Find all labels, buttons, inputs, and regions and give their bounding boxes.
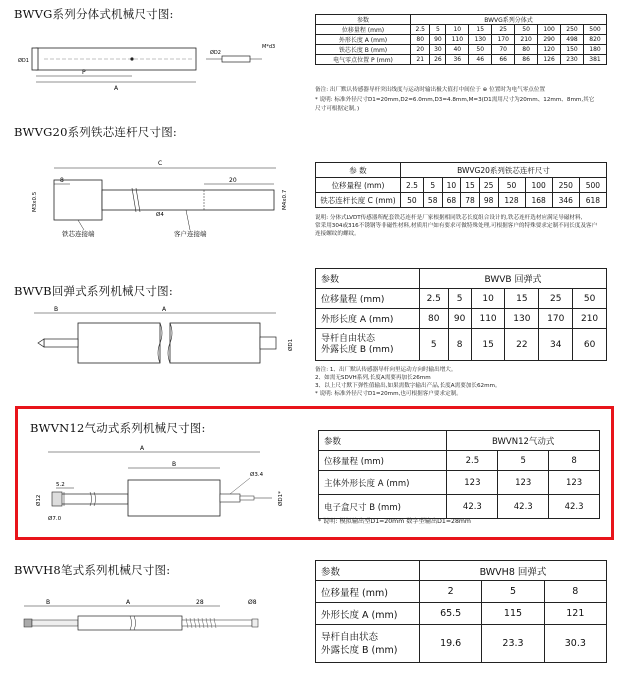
bwvh8-body xyxy=(78,616,182,630)
bwvg-dim-d1: ØD1 xyxy=(18,58,29,64)
table-row: 位移量程 (mm) 2.5 5 10 15 25 50 100 250 500 xyxy=(316,178,607,193)
bwvh8-probe xyxy=(32,620,78,626)
bwvg20-dim-20: 20 xyxy=(229,177,237,184)
table-row: 外形长度 A (mm) 80 90 110 130 170 210 xyxy=(316,309,607,329)
bwvg20-title: BWVG20系列铁芯连杆尺寸图: xyxy=(14,125,177,139)
bwvh8-dim-b: B xyxy=(46,599,51,606)
bwvg-dim-p: P xyxy=(82,69,86,76)
bwvh8-tip xyxy=(24,619,32,627)
bwvb-note-1: 备注: 1、出厂默认传感器导杆向里运动方向时输出增大。 xyxy=(315,367,457,373)
bwvh8-header-label: 参数 xyxy=(316,561,420,581)
bwvn12-note: * 说明: 模拟输出型D1=20mm 数字型输出D1=28mm xyxy=(318,518,471,525)
bwvn12-electronics-box xyxy=(128,480,220,516)
bwvh8-cable xyxy=(182,620,252,626)
bwvh8-header-series: BWVH8 回弹式 xyxy=(420,561,607,581)
bwvn12-dim-52: 5.2 xyxy=(56,482,65,488)
bwvg-dim-d2: ØD2 xyxy=(210,50,221,56)
table-row: 导杆自由状态 外露长度 B (mm) 19.6 23.3 30.3 xyxy=(316,625,607,663)
table-row: 电子盒尺寸 B (mm) 42.3 42.3 42.3 xyxy=(319,495,600,519)
bwvg20-dim-c: C xyxy=(158,160,163,167)
bwvb-drawing xyxy=(14,305,304,380)
bwvn12-dim-a: A xyxy=(140,445,145,452)
bwvb-header-label: 参数 xyxy=(316,269,420,289)
bwvb-table xyxy=(315,268,607,361)
table-row: 铁芯长度 B (mm) 20 30 40 50 70 80 120 150 180 xyxy=(316,45,607,55)
bwvg-note-2: * 说明: 标准外径尺寸D1=20mm,D2=6.0mm,D3=4.8mm,M=3(D1需用尺寸为20mm、12mm、8mm,其它 xyxy=(315,97,595,103)
table-row: 位移量程 (mm) 2.5 5 10 15 25 50 xyxy=(316,289,607,309)
bwvb-header-series: BWVB 回弹式 xyxy=(420,269,607,289)
bwvg20-dim-d4: Ø4 xyxy=(156,212,164,218)
bwvg20-rod xyxy=(102,190,274,210)
bwvn12-header-label: 参数 xyxy=(319,431,447,451)
bwvg-note-3: 尺寸可根据定制。) xyxy=(315,106,360,112)
bwvg-title: BWVG系列分体式机械尺寸图: xyxy=(14,7,174,21)
bwvh8-drawing xyxy=(14,592,294,672)
bwvg20-header-series: BWVG20系列铁芯连杆尺寸 xyxy=(401,163,607,178)
bwvn12-drawing xyxy=(30,444,310,534)
bwvb-body-left xyxy=(78,323,160,363)
bwvg20-table xyxy=(315,162,607,208)
bwvh8-dim-a: A xyxy=(126,599,131,606)
bwvg20-dim-m4: M4x0.7 xyxy=(282,189,288,210)
bwvg-cap xyxy=(32,48,38,70)
bwvn12-dim-b: B xyxy=(172,461,177,468)
bwvn12-dim-12: Ø12 xyxy=(36,494,42,506)
bwvb-dim-b: B xyxy=(54,306,59,313)
table-row: 电气零点位置 P (mm) 21 26 36 46 66 86 126 230 381 xyxy=(316,55,607,65)
table-row: 外形长度 A (mm) 80 90 110 130 170 210 290 498 820 xyxy=(316,35,607,45)
bwvg20-note-2: 常采用304或316不锈钢等非磁性材料,材质用户如有要求可做特殊处理,可根据客户的特殊要求定制不同长度及客户 xyxy=(315,223,598,229)
bwvg20-dim-8: 8 xyxy=(60,177,64,184)
table-row: 外形长度 A (mm) 65.5 115 121 xyxy=(316,603,607,625)
bwvb-note-4: * 说明: 标准外径尺寸D1=20mm,也可根据客户要求定制。 xyxy=(315,391,462,397)
table-row: 位移量程 (mm) 2.5 5 8 xyxy=(319,451,600,471)
bwvn12-header-series: BWVN12气动式 xyxy=(447,431,600,451)
bwvg20-note-1: 说明: 分体式LVDT传感器所配套铁芯连杆是厂家根据相同铁芯长度组合设计的,铁芯连杆选材应满足导磁材料, xyxy=(315,215,583,221)
bwvh8-dim-28: 28 xyxy=(196,599,204,606)
bwvb-probe xyxy=(44,339,78,347)
bwvg20-core xyxy=(54,180,102,220)
bwvb-cable-gland xyxy=(260,337,276,349)
bwvb-body-right xyxy=(170,323,260,363)
bwvb-note-3: 3、以上尺寸默下弹性值输出,如果需数字输出产品,长度A需要加长62mm。 xyxy=(315,383,501,389)
bwvg-dim-a: A xyxy=(114,85,119,92)
bwvg20-drawing xyxy=(14,150,299,240)
bwvg20-label-core: 铁芯连接端 xyxy=(62,230,95,238)
bwvg-header-label: 参数 xyxy=(316,15,411,25)
bwvb-title: BWVB回弹式系列机械尺寸图: xyxy=(14,284,173,298)
bwvg20-header-label: 参 数 xyxy=(316,163,401,178)
bwvn12-dim-7: Ø7.0 xyxy=(48,516,62,522)
bwvg20-note-3: 连接螺纹的螺纹。 xyxy=(315,231,360,237)
bwvg-note-1: 备注: 出厂默认传感器导杆突出线度与运动时输出极大值打中间位于 ⊕ 位置时为电气零点位置 xyxy=(315,87,546,93)
bwvg-drawing xyxy=(14,28,294,98)
bwvn12-title: BWVN12气动式系列机械尺寸图: xyxy=(30,421,206,435)
bwvg-core-rod xyxy=(222,56,250,62)
bwvn12-table xyxy=(318,430,600,519)
bwvb-dim-d1: ØD1 xyxy=(288,338,294,351)
bwvh8-title: BWVH8笔式系列机械尺寸图: xyxy=(14,563,171,577)
bwvn12-air-fitting xyxy=(220,494,240,502)
bwvn12-nozzle xyxy=(52,492,62,506)
bwvn12-tube xyxy=(58,494,128,504)
bwvg20-label-client: 客户连接端 xyxy=(174,230,207,238)
bwvg-table xyxy=(315,14,607,65)
bwvg20-dim-m3: M3x0.5 xyxy=(32,191,38,212)
bwvb-dim-a: A xyxy=(162,306,167,313)
table-row: 铁芯连杆长度 C (mm) 50 58 68 78 98 128 168 346 618 xyxy=(316,193,607,208)
bwvn12-dim-34: Ø3.4 xyxy=(250,472,264,478)
bwvh8-dim-d8: Ø8 xyxy=(248,599,257,606)
bwvn12-dim-d1: ØD1* xyxy=(278,491,284,506)
table-row: 位移量程 (mm) 2 5 8 xyxy=(316,581,607,603)
bwvg-dim-m: M*d3 xyxy=(262,44,276,50)
bwvg-header-series: BWVG系列分体式 xyxy=(411,15,607,25)
bwvh8-table xyxy=(315,560,607,663)
table-row: 位移量程 (mm) 2.5 5 10 15 25 50 100 250 500 xyxy=(316,25,607,35)
table-row: 主体外形长度 A (mm) 123 123 123 xyxy=(319,471,600,495)
bwvg-zero-mark xyxy=(130,57,133,60)
bwvb-note-2: 2、如需无SDVH系列,长度A需要再加长26mm xyxy=(315,375,431,381)
table-row: 导杆自由状态 外露长度 B (mm) 5 8 15 22 34 60 xyxy=(316,329,607,361)
